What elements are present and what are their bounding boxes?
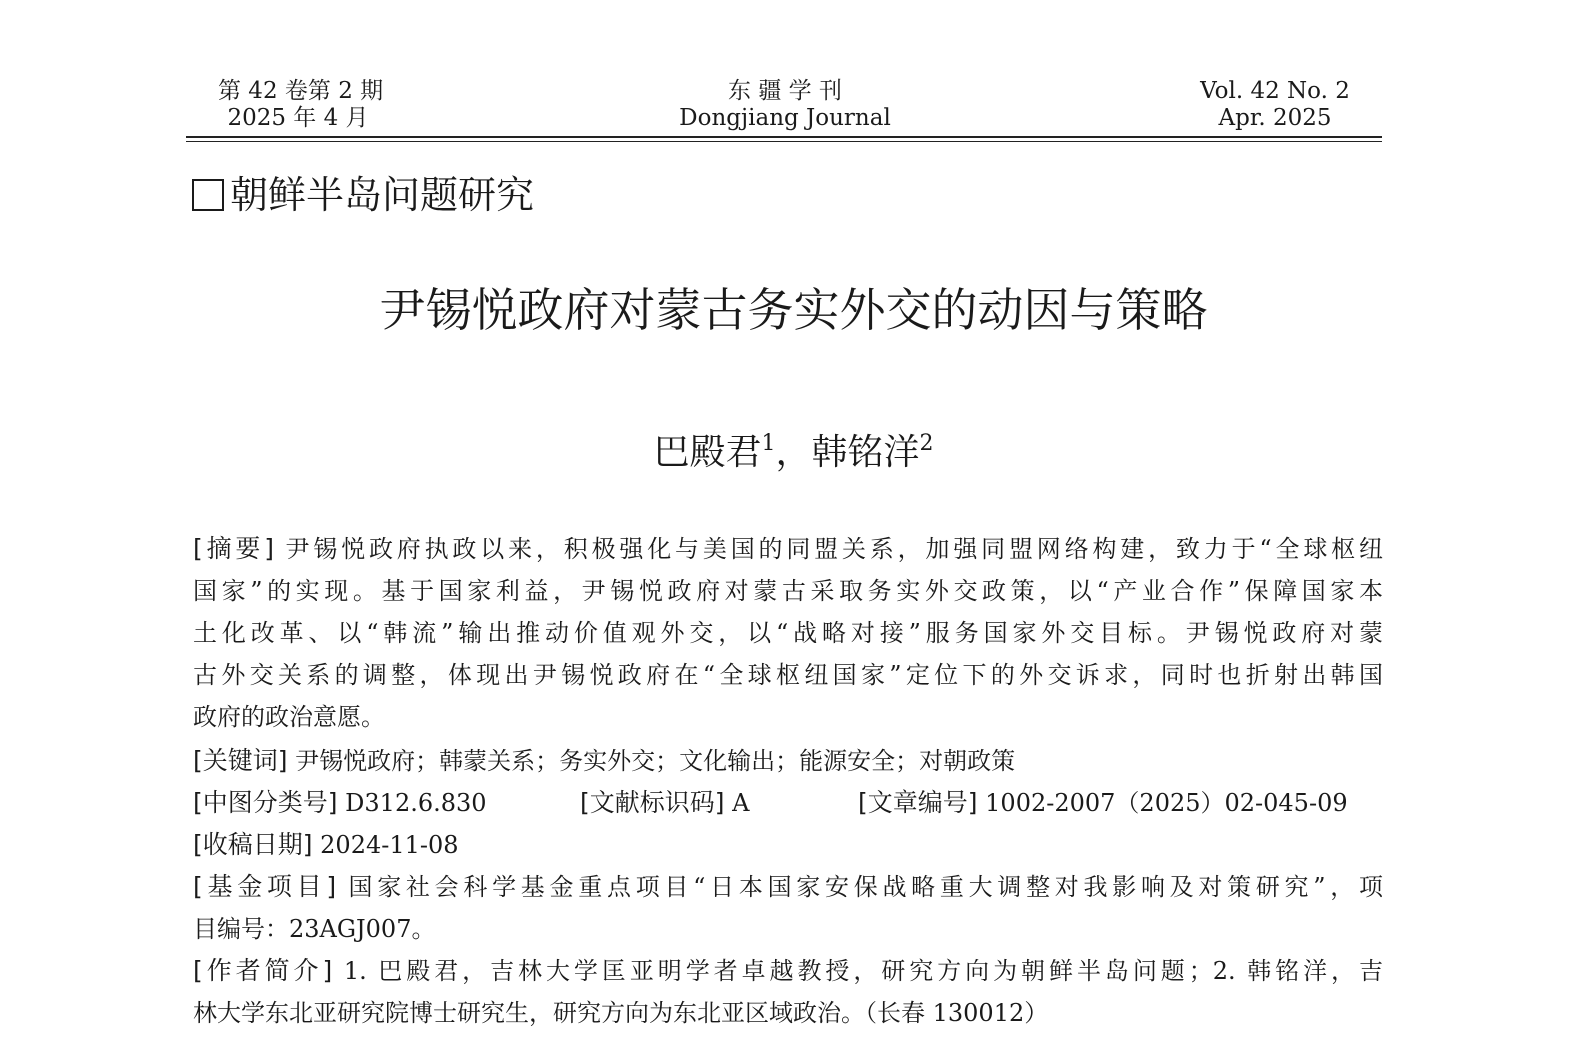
keywords-label: [关键词] xyxy=(193,746,288,775)
fund-label: [基金项目] xyxy=(193,872,337,901)
header-journal-cn: 东 疆 学 刊 xyxy=(728,78,842,104)
article-authors xyxy=(0,420,1587,477)
author-separator: ， xyxy=(775,432,812,473)
fund-line-2: 目编号：23AGJ007。 xyxy=(193,915,436,943)
abstract-line-2: 国家”的实现。基于国家利益，尹锡悦政府对蒙古采取务实外交政策，以“产业合作”保障国家本 xyxy=(193,577,1383,605)
received-date xyxy=(193,824,1383,866)
header-journal xyxy=(640,78,930,132)
author-1: 巴殿君 xyxy=(653,432,762,473)
abstract-line-4: 古外交关系的调整，体现出尹锡悦政府在“全球枢纽国家”定位下的外交诉求，同时也折射出韩国 xyxy=(193,661,1383,689)
square-box-icon xyxy=(192,179,224,211)
header-volume: 第 42 卷第 2 期 xyxy=(218,78,384,104)
fund-project xyxy=(193,866,1383,950)
header-rule-thin xyxy=(186,141,1382,142)
abstract-line-3: 土化改革、以“韩流”输出推动价值观外交，以“战略对接”服务国家外交目标。尹锡悦政府对蒙 xyxy=(193,619,1383,647)
fund-line-1 xyxy=(193,866,1383,908)
received-value: 2024-11-08 xyxy=(320,831,459,859)
abstract-line-5: 政府的政治意愿。 xyxy=(193,703,385,731)
author-bio xyxy=(193,950,1383,1034)
document-code xyxy=(580,782,750,824)
classification-row xyxy=(193,782,1383,824)
article-number-value: 1002-2007（2025）02-045-09 xyxy=(985,789,1348,817)
article-title: 尹锡悦政府对蒙古务实外交的动因与策略 xyxy=(379,283,1208,337)
keywords-text: 尹锡悦政府；韩蒙关系；务实外交；文化输出；能源安全；对朝政策 xyxy=(295,747,1016,775)
section-heading xyxy=(192,172,534,218)
section-title: 朝鲜半岛问题研究 xyxy=(230,173,535,217)
header-date-cn: 2025 年 4 月 xyxy=(227,105,369,131)
bio-line-2: 林大学东北亚研究院博士研究生，研究方向为东北亚区域政治。（长春 130012） xyxy=(193,999,1049,1027)
abstract-line-1 xyxy=(193,528,1383,570)
bio-text-1: 1. 巴殿君，吉林大学匡亚明学者卓越教授，研究方向为朝鲜半岛问题；2. 韩铭洋，吉 xyxy=(343,957,1383,985)
clc-label: [中图分类号] xyxy=(193,788,338,817)
clc-number xyxy=(193,782,487,824)
header-vol-no: Vol. 42 No. 2 xyxy=(1200,78,1350,104)
header-volume-issue xyxy=(218,78,384,132)
header-rule-thick xyxy=(186,136,1382,138)
bio-line-1 xyxy=(193,950,1383,992)
article-number xyxy=(858,782,1348,824)
author-1-affiliation: 1 xyxy=(761,431,776,456)
received-label: [收稿日期] xyxy=(193,830,313,859)
author-2: 韩铭洋 xyxy=(811,432,920,473)
abstract-text-1: 尹锡悦政府执政以来，积极强化与美国的同盟关系，加强同盟网络构建，致力于“全球枢纽 xyxy=(285,535,1383,563)
keywords xyxy=(193,740,1383,782)
author-2-affiliation: 2 xyxy=(919,431,934,456)
header-date-en: Apr. 2025 xyxy=(1218,105,1332,131)
abstract-label: [摘要] xyxy=(193,534,274,563)
header-journal-en: Dongjiang Journal xyxy=(679,105,891,131)
doc-code-label: [文献标识码] xyxy=(580,788,725,817)
fund-text-1: 国家社会科学基金重点项目“日本国家安保战略重大调整对我影响及对策研究”，项 xyxy=(348,873,1383,901)
header-volume-en xyxy=(1170,78,1380,132)
article-number-label: [文章编号] xyxy=(858,788,978,817)
doc-code-value: A xyxy=(732,789,750,817)
bio-label: [作者简介] xyxy=(193,956,333,985)
clc-value: D312.6.830 xyxy=(345,789,487,817)
abstract xyxy=(193,528,1383,738)
